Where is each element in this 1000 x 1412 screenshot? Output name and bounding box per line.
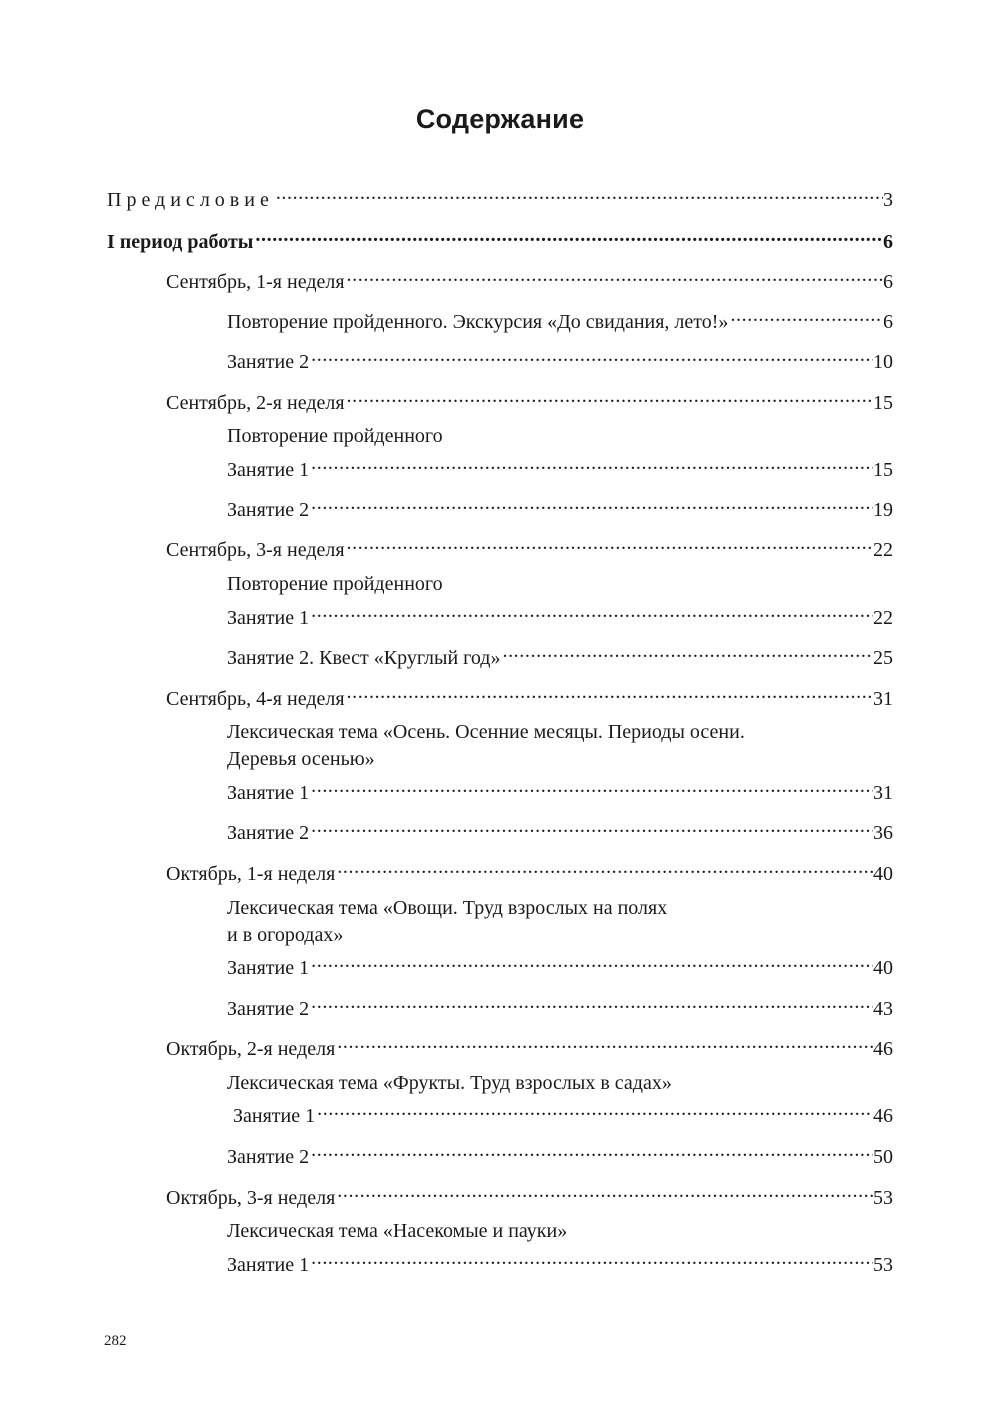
- toc-entry-lesson[interactable]: [227, 773, 893, 806]
- toc-entry-label: Занятие 1: [227, 782, 310, 804]
- toc-topic-heading: Лексическая тема «Насекомые и пауки»: [227, 1220, 568, 1242]
- dot-leader: [255, 222, 883, 248]
- toc-topic-heading: Лексическая тема «Осень. Осенние месяцы. Периоды осени.: [227, 721, 745, 743]
- toc-entry-week[interactable]: [166, 679, 893, 712]
- toc-entry-page: 15: [873, 459, 893, 481]
- dot-leader: [276, 180, 883, 206]
- toc-entry-page: 6: [883, 231, 893, 253]
- toc-entry-page: 50: [873, 1146, 893, 1168]
- dot-leader: [311, 1245, 873, 1271]
- toc-entry-label: Занятие 2: [227, 499, 310, 521]
- toc-entry-page: 40: [873, 863, 893, 885]
- toc-entry-label: Октябрь, 1-я неделя: [166, 863, 336, 885]
- toc-entry-label: Занятие 1: [227, 957, 310, 979]
- toc-entry-lesson[interactable]: [227, 450, 893, 483]
- dot-leader: [347, 262, 883, 288]
- toc-entry-page: 31: [873, 782, 893, 804]
- dot-leader: [311, 989, 873, 1015]
- toc-entry-label: I период работы: [107, 231, 254, 253]
- toc-topic-heading: и в огородах»: [227, 924, 344, 946]
- dot-leader: [311, 773, 873, 799]
- toc-entry-label: Занятие 2. Квест «Круглый год»: [227, 647, 501, 669]
- toc-topic-heading: Повторение пройденного: [227, 573, 443, 595]
- toc-entry-label: Занятие 2: [227, 1146, 310, 1168]
- toc-entry-week[interactable]: [166, 1178, 893, 1211]
- toc-entry-period[interactable]: [107, 222, 893, 255]
- toc-entry-week[interactable]: [166, 1029, 893, 1062]
- dot-leader: [311, 598, 873, 624]
- toc-entry-label: Октябрь, 2-я неделя: [166, 1038, 336, 1060]
- toc-entry-label: Занятие 1: [233, 1105, 316, 1127]
- toc-entry-label: Сентябрь, 3-я неделя: [166, 539, 345, 561]
- dot-leader: [337, 854, 873, 880]
- toc-entry-lesson[interactable]: [227, 598, 893, 631]
- dot-leader: [337, 1178, 873, 1204]
- toc-entry-page: 3: [883, 189, 893, 211]
- dot-leader: [311, 948, 873, 974]
- toc-entry-label: Повторение пройденного. Экскурсия «До свидания, лето!»: [227, 311, 729, 333]
- toc-entry-label: Сентябрь, 2-я неделя: [166, 392, 345, 414]
- toc-entry-label: Занятие 2: [227, 998, 310, 1020]
- page-number: 282: [104, 1333, 127, 1349]
- toc-entry-label: Занятие 2: [227, 822, 310, 844]
- toc-entry-page: 15: [873, 392, 893, 414]
- dot-leader: [502, 638, 873, 664]
- dot-leader: [311, 450, 873, 476]
- toc-entry-lesson[interactable]: [227, 813, 893, 846]
- dot-leader: [347, 383, 873, 409]
- toc-entry-lesson[interactable]: [227, 302, 893, 335]
- toc-entry-page: 6: [883, 311, 893, 333]
- toc-entry-page: 46: [873, 1038, 893, 1060]
- toc-entry-label: Сентябрь, 1-я неделя: [166, 271, 345, 293]
- toc-entry-label: Октябрь, 3-я неделя: [166, 1187, 336, 1209]
- dot-leader: [311, 490, 873, 516]
- toc-entry-lesson[interactable]: [227, 342, 893, 375]
- toc-topic-heading: Повторение пройденного: [227, 425, 443, 447]
- toc-entry-week[interactable]: [166, 530, 893, 563]
- toc-topic-heading: Деревья осенью»: [227, 748, 375, 770]
- toc-entry-week[interactable]: [166, 262, 893, 295]
- toc-entry-preface[interactable]: [107, 180, 893, 213]
- toc-topic-heading: Лексическая тема «Овощи. Труд взрослых на полях: [227, 897, 668, 919]
- dot-leader: [311, 1137, 873, 1163]
- toc-entry-week[interactable]: [166, 854, 893, 887]
- dot-leader: [337, 1029, 873, 1055]
- toc-entry-lesson[interactable]: [227, 1137, 893, 1170]
- toc-entry-page: 36: [873, 822, 893, 844]
- toc-entry-label: Предисловие: [107, 189, 274, 211]
- toc-entry-label: Занятие 1: [227, 1254, 310, 1276]
- toc-entry-page: 22: [873, 607, 893, 629]
- dot-leader: [311, 813, 873, 839]
- toc-entry-page: 40: [873, 957, 893, 979]
- toc-entry-week[interactable]: [166, 383, 893, 416]
- toc-entry-page: 53: [873, 1187, 893, 1209]
- toc-entry-page: 31: [873, 688, 893, 710]
- dot-leader: [311, 342, 873, 368]
- toc-entry-label: Занятие 1: [227, 459, 310, 481]
- dot-leader: [317, 1096, 873, 1122]
- dot-leader: [347, 679, 873, 705]
- toc-entry-lesson[interactable]: [227, 1245, 893, 1278]
- toc-topic-heading: Лексическая тема «Фрукты. Труд взрослых в садах»: [227, 1072, 672, 1094]
- toc-entry-page: 19: [873, 499, 893, 521]
- toc-entry-lesson[interactable]: [233, 1096, 893, 1129]
- toc-entry-page: 43: [873, 998, 893, 1020]
- toc-entry-label: Сентябрь, 4-я неделя: [166, 688, 345, 710]
- toc-entry-lesson[interactable]: [227, 989, 893, 1022]
- toc-entry-page: 10: [873, 351, 893, 373]
- toc-entry-label: Занятие 2: [227, 351, 310, 373]
- dot-leader: [347, 530, 873, 556]
- toc-entry-page: 53: [873, 1254, 893, 1276]
- toc-entry-lesson[interactable]: [227, 638, 893, 671]
- toc-entry-page: 22: [873, 539, 893, 561]
- page-title: Содержание: [415, 104, 585, 134]
- toc-entry-page: 25: [873, 647, 893, 669]
- toc-entry-label: Занятие 1: [227, 607, 310, 629]
- toc-entry-lesson[interactable]: [227, 948, 893, 981]
- toc-entry-page: 6: [883, 271, 893, 293]
- dot-leader: [730, 302, 883, 328]
- toc-entry-lesson[interactable]: [227, 490, 893, 523]
- toc-entry-page: 46: [873, 1105, 893, 1127]
